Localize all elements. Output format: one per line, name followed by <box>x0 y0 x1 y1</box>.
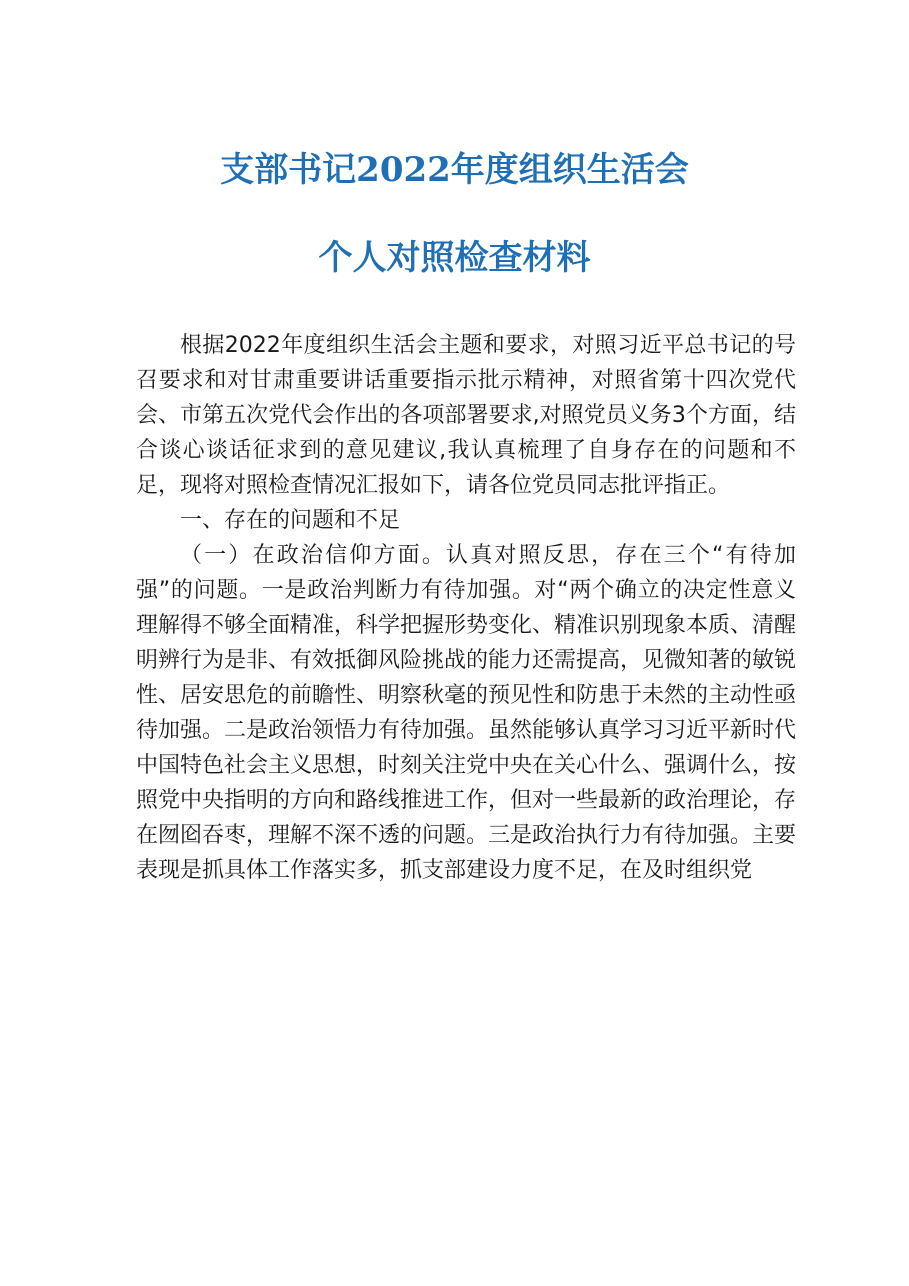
section-heading: 一、存在的问题和不足 <box>180 508 401 533</box>
paragraph-intro: 根据2022年度组织生活会主题和要求，对照习近平总书记的号召要求和对甘肃重要讲话重要指示批示精神，对照省第十四次党代会、市第五次党代会作出的各项部署要求,对照党员义务3个方面，结合谈心谈话征求到的意见建议,我认真梳理了自身存在的问题和不足，现将对照检查情况汇报如下，请各位党员同志批评指正。 <box>136 333 796 498</box>
paragraph-political-belief: （一）在政治信仰方面。认真对照反思，存在三个“有待加强”的问题。一是政治判断力有待加强。对“两个确立的决定性意义理解得不够全面精准，科学把握形势变化、精准识别现象本质、清醒明辨行为是非、有效抵御风险挑战的能力还需提高，见微知著的敏锐性、居安思危的前瞻性、明察秋毫的预见性和防患于未然的主动性亟待加强。二是政治领悟力有待加强。虽然能够认真学习习近平新时代中国特色社会主义思想，时刻关注党中央在关心什么、强调什么，按照党中央指明的方向和路线推进工作，但对一些最新的政治理论，存在囫囵吞枣，理解不深不透的问题。三是政治执行力有待加强。主要表现是抓具体工作落实多，抓支部建设力度不足，在及时组织党 <box>136 543 797 883</box>
document-body <box>136 328 796 888</box>
document-title-line-1: 支部书记2022年度组织生活会 <box>220 150 689 190</box>
document-title-line-2: 个人对照检查材料 <box>318 238 591 278</box>
